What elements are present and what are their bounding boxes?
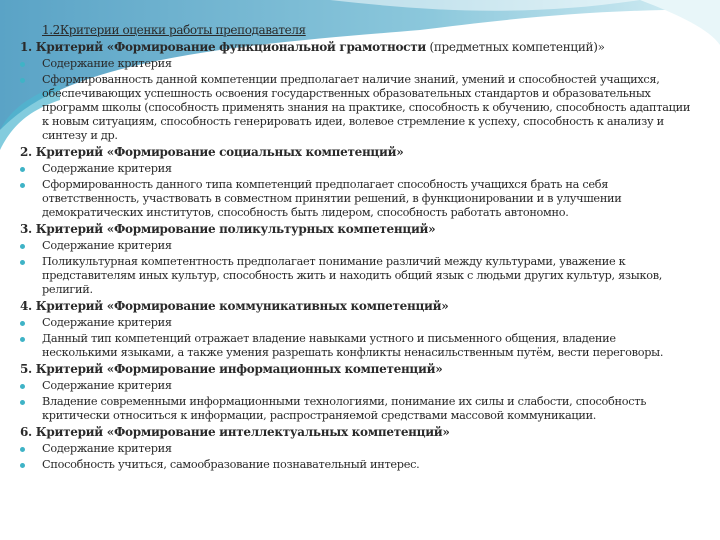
list-item-text: Содержание критерия — [42, 57, 172, 70]
criterion-heading — [20, 298, 700, 314]
criterion-heading — [20, 221, 700, 237]
list-item-text: Содержание критерия — [42, 316, 172, 329]
bullet-icon — [20, 78, 25, 83]
list-item — [20, 395, 692, 423]
criterion-heading-text: 6. Критерий «Формирование интеллектуальных компетенций» — [20, 425, 450, 439]
list-item — [20, 73, 692, 143]
list-item — [20, 332, 692, 360]
bullet-icon — [20, 62, 25, 67]
criteria-document — [20, 22, 700, 472]
bullet-icon — [20, 183, 25, 188]
criterion-list — [20, 162, 700, 220]
list-item — [20, 316, 692, 330]
list-item — [20, 255, 692, 297]
criterion-heading — [20, 39, 700, 55]
criterion-heading — [20, 424, 700, 440]
list-item-text: Данный тип компетенций отражает владение навыками устного и письменного общения, владение несколькими языками, а также умения разрешать конфликты ненасильственным путём, вести переговоры. — [42, 332, 664, 359]
list-item-text: Сформированность данного типа компетенций предполагает способность учащихся брать на себя ответственность, участвовать в совместном принятии решений, в функционировании и в улучшении демократических институтов, способность быть лидером, способность работать автономно. — [42, 178, 622, 219]
bullet-icon — [20, 400, 25, 405]
list-item-text: Поликультурная компетентность предполагает понимание различий между культурами, уважение к представителям иных культур, способность жить и находить общий язык с людьми других культур, языков, религий. — [42, 255, 663, 296]
list-item — [20, 239, 692, 253]
page-title: 1.2Критерии оценки работы преподавателя — [42, 23, 306, 37]
criterion-heading — [20, 361, 700, 377]
criterion-heading-text: 3. Критерий «Формирование поликультурных компетенций» — [20, 222, 436, 236]
list-item-text: Способность учиться, самообразование познавательный интерес. — [42, 458, 420, 471]
criterion-heading-text: 1. Критерий «Формирование функциональной грамотности — [20, 40, 426, 54]
bullet-icon — [20, 447, 25, 452]
list-item-text: Содержание критерия — [42, 379, 172, 392]
list-item — [20, 442, 692, 456]
list-item — [20, 458, 692, 472]
list-item — [20, 178, 692, 220]
criterion-heading-suffix: (предметных компетенций)» — [425, 40, 605, 54]
list-item — [20, 162, 692, 176]
criterion-list — [20, 442, 700, 472]
criterion-heading-text: 5. Критерий «Формирование информационных компетенций» — [20, 362, 443, 376]
bullet-icon — [20, 321, 25, 326]
criterion-list — [20, 239, 700, 297]
bullet-icon — [20, 384, 25, 389]
bullet-icon — [20, 244, 25, 249]
bullet-icon — [20, 260, 25, 265]
criterion-heading — [20, 144, 700, 160]
criterion-heading-text: 2. Критерий «Формирование социальных компетенций» — [20, 145, 404, 159]
list-item-text: Содержание критерия — [42, 442, 172, 455]
bullet-icon — [20, 463, 25, 468]
criterion-list — [20, 57, 700, 143]
criterion-list — [20, 316, 700, 360]
list-item — [20, 57, 692, 71]
list-item-text: Содержание критерия — [42, 239, 172, 252]
list-item — [20, 379, 692, 393]
bullet-icon — [20, 167, 25, 172]
list-item-text: Сформированность данной компетенции предполагает наличие знаний, умений и способностей учащихся, обеспечивающих успешность освоения государственных образовательных стандартов и образовательных программ школы (способность применять знания на практике, способность к обучению, способность адаптации к новым ситуациям, способность генерировать идеи, волевое стремление к успеху, способность к анализу и синтезу и др. — [42, 73, 691, 142]
list-item-text: Содержание критерия — [42, 162, 172, 175]
bullet-icon — [20, 337, 25, 342]
list-item-text: Владение современными информационными технологиями, понимание их силы и слабости, способность критически относиться к информации, распространяемой средствами массовой коммуникации. — [42, 395, 647, 422]
criterion-list — [20, 379, 700, 423]
criterion-heading-text: 4. Критерий «Формирование коммуникативных компетенций» — [20, 299, 449, 313]
